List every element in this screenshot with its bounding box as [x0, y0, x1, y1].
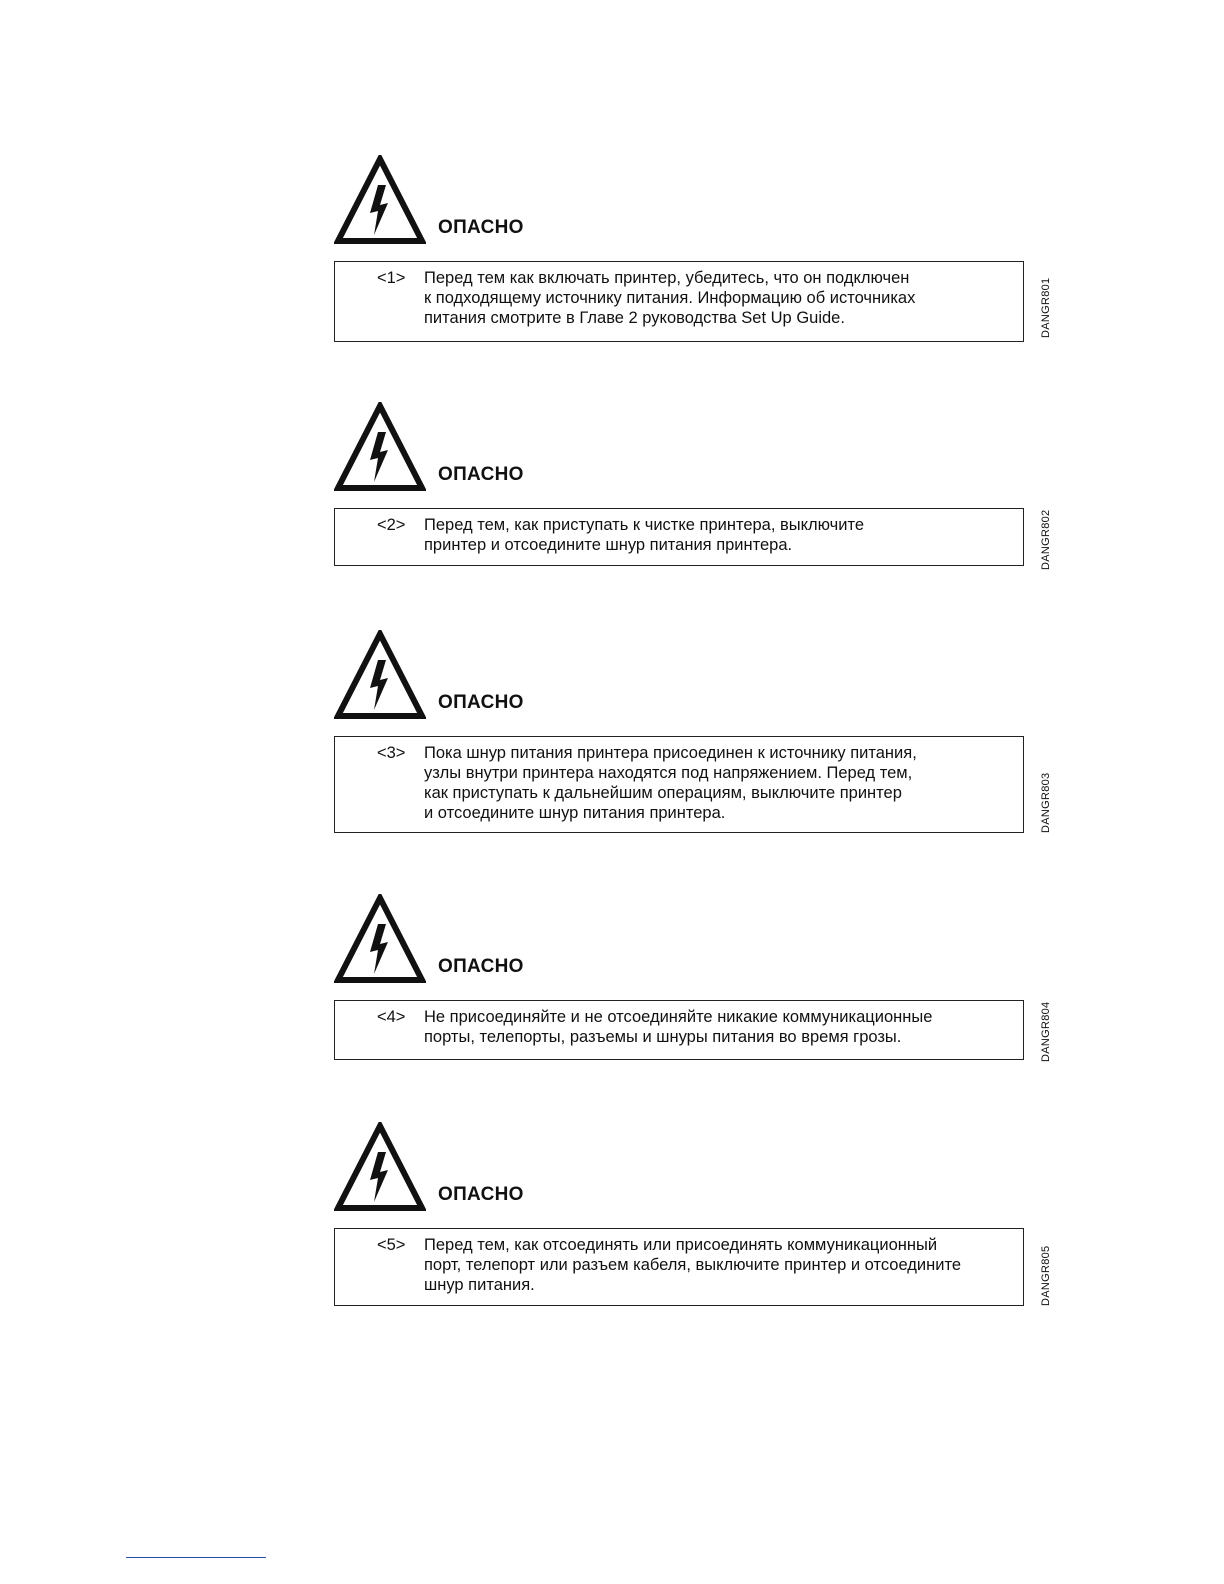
notice-code: DANGR804	[1040, 1001, 1052, 1062]
notice-heading: ОПАСНО	[438, 956, 524, 977]
notice-text: Перед тем, как приступать к чистке принтера, выключите принтер и отсоедините шнур питания принтера.	[424, 516, 865, 554]
notice-number: <2>	[377, 516, 406, 534]
notice-code: DANGR803	[1040, 772, 1052, 833]
notice-box	[334, 736, 1024, 833]
high-voltage-warning-icon	[334, 1122, 426, 1212]
notice-text: Перед тем как включать принтер, убедитесь, что он подключен к подходящему источнику питания. Информацию об источниках питания смотрите в Главе 2 руководства Set Up Guide.	[424, 269, 916, 327]
footer-rule	[126, 1557, 266, 1558]
notice-number: <5>	[377, 1236, 406, 1254]
notice-number: <4>	[377, 1008, 406, 1026]
notice-number: <3>	[377, 744, 406, 762]
notice-heading: ОПАСНО	[438, 464, 524, 485]
notice-text: Перед тем, как отсоединять или присоединять коммуникационный порт, телепорт или разъем кабеля, выключите принтер и отсоедините шнур питания.	[424, 1236, 962, 1294]
high-voltage-warning-icon	[334, 630, 426, 720]
notice-heading: ОПАСНО	[438, 217, 524, 238]
notice-code: DANGR802	[1040, 509, 1052, 570]
notice-heading: ОПАСНО	[438, 1184, 524, 1205]
notice-box	[334, 508, 1024, 566]
notice-code: DANGR805	[1040, 1245, 1052, 1306]
high-voltage-warning-icon	[334, 155, 426, 245]
notice-box	[334, 261, 1024, 342]
notice-code: DANGR801	[1040, 277, 1052, 338]
notice-number: <1>	[377, 269, 406, 287]
notice-box	[334, 1000, 1024, 1060]
notice-text: Пока шнур питания принтера присоединен к источнику питания, узлы внутри принтера находятся под напряжением. Перед тем, как приступать к дальнейшим операциям, выключите принтер и отсоедините шнур питания принтера.	[424, 744, 917, 822]
notice-heading: ОПАСНО	[438, 692, 524, 713]
notice-box	[334, 1228, 1024, 1306]
notice-text: Не присоединяйте и не отсоединяйте никакие коммуникационные порты, телепорты, разъемы и шнуры питания во время грозы.	[424, 1008, 933, 1046]
high-voltage-warning-icon	[334, 894, 426, 984]
high-voltage-warning-icon	[334, 402, 426, 492]
